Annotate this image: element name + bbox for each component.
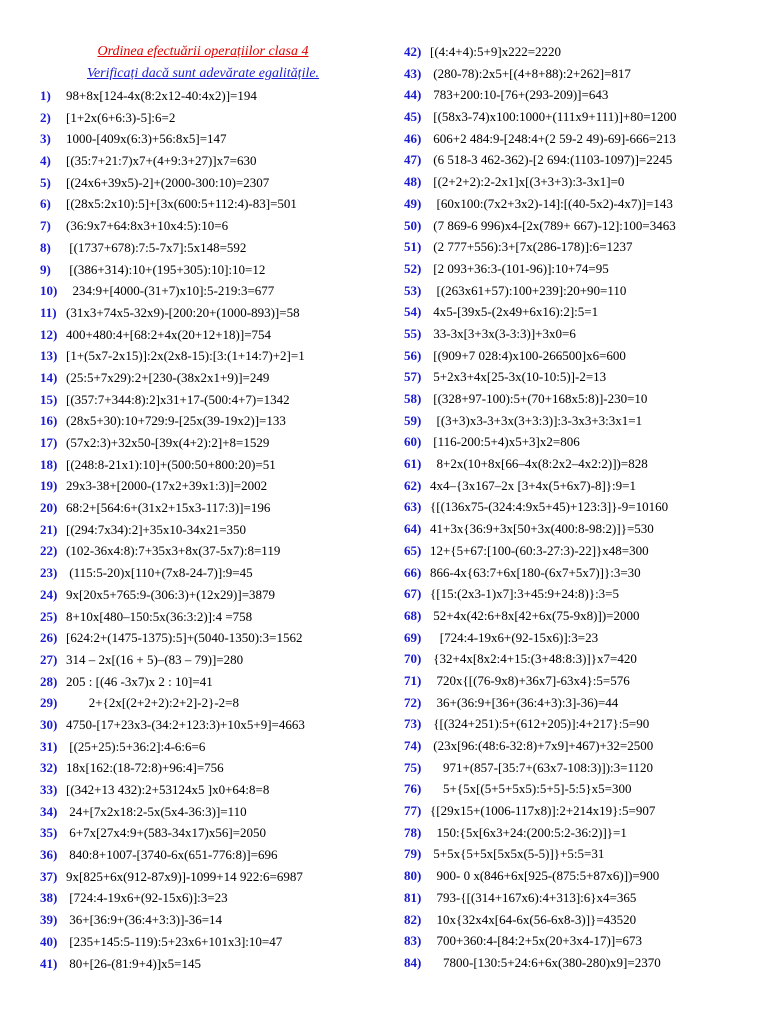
exercise-number: 31) (40, 738, 58, 754)
exercise-row (40, 367, 385, 389)
exercise-number: 10) (40, 283, 58, 299)
exercise-row (404, 410, 766, 432)
exercise-expression: 793-{[(314+167x6):4+313]:6}x4=365 (430, 889, 637, 905)
exercise-number: 49) (404, 195, 422, 211)
exercise-row (404, 280, 766, 302)
exercise-row (40, 627, 385, 649)
exercise-row (40, 172, 385, 194)
exercise-number: 60) (404, 434, 422, 450)
exercise-expression: {[(324+251):5+(612+205)]:4+217}:5=90 (430, 716, 650, 732)
exercise-expression: 8+10x[480–150:5x(36:3:2)]:4 =758 (66, 608, 253, 624)
worksheet-title: Ordinea efectuării operațiilor clasa 4 (97, 44, 309, 59)
exercise-number: 20) (40, 500, 58, 516)
exercise-number: 70) (404, 651, 422, 667)
exercise-number: 24) (40, 586, 58, 602)
exercise-row (404, 215, 766, 237)
exercise-number: 38) (40, 890, 58, 906)
exercise-number: 28) (40, 673, 58, 689)
worksheet-subtitle: Verificați dacă sunt adevărate egalitățile. (86, 66, 320, 81)
exercise-expression: 80+[26-(81:9+4)]x5=145 (66, 955, 202, 971)
exercise-number: 53) (404, 282, 422, 298)
exercise-expression: 314 – 2x[(16 + 5)–(83 – 79)]=280 (66, 651, 244, 667)
exercise-row (404, 800, 766, 822)
exercise-row (404, 713, 766, 735)
exercise-number: 80) (404, 868, 422, 884)
exercise-expression: {32+4x[8x2:4+15:(3+48:8:3)]}x7=420 (430, 651, 637, 667)
exercise-row (404, 106, 766, 128)
exercise-expression: (25:5+7x29):2+[230-(38x2x1+9)]=249 (66, 369, 270, 385)
exercise-column-left (40, 85, 385, 974)
exercise-expression: [116-200:5+4)x5+3]x2=806 (430, 434, 580, 450)
exercise-number: 72) (404, 694, 422, 710)
exercise-expression: [(294:7x34):2]+35x10-34x21=350 (66, 521, 247, 537)
exercise-number: 82) (404, 911, 422, 927)
exercise-expression: 1000-[409x(6:3)+56:8x5]=147 (66, 131, 227, 147)
exercise-number: 71) (404, 672, 422, 688)
exercise-number: 9) (40, 261, 51, 277)
exercise-number: 56) (404, 347, 422, 363)
exercise-row (40, 345, 385, 367)
exercise-expression: [235+145:5-119):5+23x6+101x3]:10=47 (66, 933, 283, 949)
exercise-row (40, 259, 385, 281)
exercise-number: 8) (40, 239, 51, 255)
exercise-row (404, 757, 766, 779)
exercise-row (404, 865, 766, 887)
exercise-number: 6) (40, 196, 51, 212)
exercise-expression: 783+200:10-[76+(293-209)]=643 (430, 87, 609, 103)
exercise-expression: 840:8+1007-[3740-6x(651-776:8)]=696 (66, 847, 278, 863)
exercise-number: 45) (404, 109, 422, 125)
exercise-row (40, 85, 385, 107)
exercise-expression: 5+{5x[(5+5+5x5):5+5]-5:5}x5=300 (430, 781, 632, 797)
exercise-expression: [(248:8-21x1):10]+(500:50+800:20)=51 (66, 456, 276, 472)
exercise-row (40, 931, 385, 953)
exercise-row (40, 128, 385, 150)
exercise-expression: 10x{32x4x[64-6x(56-6x8-3)]}=43520 (430, 911, 637, 927)
exercise-expression: 52+4x(42:6+8x[42+6x(75-9x8)])=2000 (430, 607, 640, 623)
exercise-expression: [(1737+678):7:5-7x7]:5x148=592 (66, 239, 247, 255)
exercise-row (40, 866, 385, 888)
exercise-expression: 33-3x[3+3x(3-3:3)]+3x0=6 (430, 325, 576, 341)
exercise-row (40, 497, 385, 519)
exercise-expression: [(58x3-74)x100:1000+(111x9+111)]+80=1200 (430, 109, 677, 125)
exercise-number: 65) (404, 542, 422, 558)
exercise-expression: 29x3-38+[2000-(17x2+39x1:3)]=2002 (66, 478, 268, 494)
exercise-expression: (28x5+30):10+729:9-[25x(39-19x2)]=133 (66, 413, 286, 429)
exercise-row (40, 649, 385, 671)
exercise-expression: [1+(5x7-2x15)]:2x(2x8-15):[3:(1+14:7)+2]=1 (66, 348, 305, 364)
exercise-number: 37) (40, 868, 58, 884)
exercise-expression: [(263x61+57):100+239]:20+90=110 (430, 282, 627, 298)
exercise-row (40, 909, 385, 931)
exercise-number: 83) (404, 933, 422, 949)
exercise-row (404, 301, 766, 323)
exercise-expression: (280-78):2x5+[(4+8+88):2+262]=817 (430, 65, 631, 81)
exercise-expression: [1+2x(6+6:3)-5]:6=2 (66, 109, 176, 125)
exercise-expression: [724:4-19x6+(92-15x6)]:3=23 (66, 890, 228, 906)
exercise-number: 77) (404, 803, 422, 819)
exercise-row (40, 779, 385, 801)
exercise-expression: (31x3+74x5-32x9)-[200:20+(1000-893)]=58 (66, 304, 300, 320)
exercise-number: 68) (404, 607, 422, 623)
exercise-number: 73) (404, 716, 422, 732)
exercise-number: 16) (40, 413, 58, 429)
exercise-row (404, 63, 766, 85)
exercise-number: 21) (40, 521, 58, 537)
exercise-expression: {[29x15+(1006-117x8)]:2+214x19}:5=907 (430, 803, 656, 819)
exercise-row (40, 540, 385, 562)
exercise-row (404, 84, 766, 106)
exercise-expression: [(4:4+4):5+9]x222=2220 (430, 44, 562, 59)
exercise-number: 15) (40, 391, 58, 407)
exercise-expression: 900- 0 x(846+6x[925-(875:5+87x6)])=900 (430, 868, 660, 884)
exercise-number: 35) (40, 825, 58, 841)
exercise-number: 57) (404, 369, 422, 385)
exercise-expression: 6+7x[27x4:9+(583-34x17)x56]=2050 (66, 825, 267, 841)
exercise-number: 79) (404, 846, 422, 862)
exercise-number: 36) (40, 847, 58, 863)
exercise-expression: 606+2 484:9-[248:4+(2 59-2 49)-69]-666=213 (430, 130, 676, 146)
exercise-number: 17) (40, 435, 58, 450)
exercise-row (404, 735, 766, 757)
exercise-expression: [(25+25):5+36:2]:4-6:6=6 (66, 738, 206, 754)
exercise-number: 25) (40, 608, 58, 624)
exercise-expression: 400+480:4+[68:2+4x(20+12+18)]=754 (66, 326, 272, 342)
exercise-expression: 700+360:4-[84:2+5x(20+3x4-17)]=673 (430, 933, 643, 949)
exercise-expression: 720x{[(76-9x8)+36x7]-63x4}:5=576 (430, 672, 630, 688)
exercise-row (404, 648, 766, 670)
exercise-number: 76) (404, 781, 422, 797)
exercise-row (404, 128, 766, 150)
exercise-row (40, 736, 385, 758)
exercise-number: 51) (404, 239, 422, 255)
exercise-number: 54) (404, 304, 422, 320)
exercise-number: 26) (40, 630, 58, 646)
exercise-row (404, 149, 766, 171)
exercise-number: 58) (404, 391, 422, 406)
exercise-expression: 9x[825+6x(912-87x9)]-1099+14 922:6=6987 (66, 868, 303, 884)
exercise-number: 33) (40, 782, 58, 797)
exercise-row (40, 475, 385, 497)
exercise-row (40, 454, 385, 476)
exercise-number: 22) (40, 543, 58, 559)
exercise-expression: [624:2+(1475-1375):5]+(5040-1350):3=1562 (66, 630, 303, 646)
exercise-expression: [(28x5:2x10):5]+[3x(600:5+112:4)-83]=501 (66, 196, 297, 212)
exercise-row (40, 887, 385, 909)
exercise-number: 5) (40, 174, 51, 190)
exercise-row (404, 323, 766, 345)
exercise-number: 50) (404, 217, 422, 233)
exercise-number: 67) (404, 586, 422, 602)
exercise-number: 2) (40, 109, 51, 125)
exercise-number: 27) (40, 651, 58, 667)
exercise-row (404, 692, 766, 714)
exercise-number: 7) (40, 218, 51, 234)
exercise-number: 47) (404, 152, 422, 168)
exercise-expression: 5+2x3+4x[25-3x(10-10:5)]-2=13 (430, 369, 607, 385)
exercise-row (404, 670, 766, 692)
exercise-number: 69) (404, 629, 422, 645)
exercise-row (404, 345, 766, 367)
exercise-expression: 68:2+[564:6+(31x2+15x3-117:3)]=196 (66, 500, 271, 516)
exercise-number: 63) (404, 499, 422, 515)
exercise-expression: (57x2:3)+32x50-[39x(4+2):2]+8=1529 (66, 435, 270, 450)
exercise-number: 59) (404, 412, 422, 428)
exercise-row (404, 583, 766, 605)
exercise-number: 64) (404, 521, 422, 537)
exercise-row (404, 843, 766, 865)
exercise-number: 1) (40, 88, 51, 103)
exercise-row (40, 519, 385, 541)
exercise-expression: 2+{2x[(2+2+2):2+2]-2}-2=8 (66, 695, 239, 711)
exercise-expression: 9x[20x5+765:9-(306:3)+(12x29)]=3879 (66, 586, 276, 602)
exercise-expression: 866-4x{63:7+6x[180-(6x7+5x7)]}:3=30 (430, 564, 641, 580)
exercise-expression: 24+[7x2x18:2-5x(5x4-36:3)]=110 (66, 803, 247, 819)
exercise-expression: [(24x6+39x5)-2]+(2000-300:10)=2307 (66, 174, 270, 190)
exercise-number: 44) (404, 87, 422, 103)
exercise-row (40, 215, 385, 237)
exercise-expression: 12+{5+67:[100-(60:3-27:3)-22]}x48=300 (430, 542, 649, 558)
exercise-row (404, 952, 766, 974)
exercise-row (404, 496, 766, 518)
exercise-number: 30) (40, 716, 58, 732)
exercise-row (40, 432, 385, 454)
exercise-expression: (115:5-20)x[110+(7x8-24-7)]:9=45 (66, 565, 253, 581)
exercise-expression: [(386+314):10+(195+305):10]:10=12 (66, 261, 266, 277)
exercise-row (404, 431, 766, 453)
exercise-row (404, 605, 766, 627)
exercise-expression: 4x4–{3x167–2x [3+4x(5+6x7)-8]}:9=1 (430, 477, 636, 493)
exercise-number: 52) (404, 260, 422, 276)
exercise-expression: 36+[36:9+(36:4+3:3)]-36=14 (66, 912, 223, 928)
exercise-row (40, 584, 385, 606)
exercise-row (404, 887, 766, 909)
exercise-number: 42) (404, 44, 422, 59)
exercise-expression: 4x5-[39x5-(2x49+6x16):2]:5=1 (430, 304, 599, 320)
exercise-number: 11) (40, 304, 57, 320)
exercise-expression: 7800-[130:5+24:6+6x(380-280)x9]=2370 (430, 954, 661, 970)
exercise-expression: [(357:7+344:8):2]x31+17-(500:4+7)=1342 (66, 391, 290, 407)
exercise-row (40, 193, 385, 215)
exercise-expression: 234:9+[4000-(31+7)x10]:5-219:3=677 (66, 283, 275, 299)
exercise-row (40, 822, 385, 844)
exercise-row (40, 280, 385, 302)
exercise-expression: {[(136x75-(324:4:9x5+45)+123:3]}-9=10160 (430, 499, 669, 515)
exercise-expression: 18x[162:(18-72:8)+96:4]=756 (66, 760, 224, 776)
exercise-expression: [(328+97-100):5+(70+168x5:8)]-230=10 (430, 391, 648, 406)
exercise-row (404, 930, 766, 952)
exercise-expression: 205 : [(46 -3x7)x 2 : 10]=41 (66, 673, 213, 689)
exercise-row (404, 540, 766, 562)
exercise-expression: 5+5x{5+5x[5x5x(5-5)]}+5:5=31 (430, 846, 605, 862)
exercise-row (40, 150, 385, 172)
exercise-number: 74) (404, 738, 422, 753)
exercise-number: 29) (40, 695, 58, 711)
exercise-number: 12) (40, 326, 58, 342)
exercise-row (40, 671, 385, 693)
exercise-expression: 41+3x{36:9+3x[50+3x(400:8-98:2)]}=530 (430, 521, 654, 537)
exercise-number: 75) (404, 759, 422, 775)
exercise-number: 66) (404, 564, 422, 580)
exercise-row (40, 389, 385, 411)
exercise-number: 78) (404, 824, 422, 840)
exercise-number: 84) (404, 954, 422, 970)
exercise-expression: (102-36x4:8):7+35x3+8x(37-5x7):8=119 (66, 543, 281, 559)
exercise-number: 34) (40, 803, 58, 819)
exercise-row (40, 107, 385, 129)
exercise-row (40, 801, 385, 823)
exercise-expression: (2 777+556):3+[7x(286-178)]:6=1237 (430, 239, 633, 255)
exercise-row (404, 909, 766, 931)
exercise-expression: [(342+13 432):2+53124x5 ]x0+64:8=8 (66, 782, 270, 797)
exercise-number: 4) (40, 153, 51, 169)
exercise-number: 62) (404, 477, 422, 493)
exercise-expression: 36+(36:9+[36+(36:4+3):3]-36)=44 (430, 694, 619, 710)
exercise-row (404, 171, 766, 193)
exercise-expression: (6 518-3 462-362)-[2 694:(1103-1097)]=2245 (430, 152, 673, 168)
exercise-column-right (404, 41, 766, 974)
exercise-row (404, 778, 766, 800)
exercise-row (404, 453, 766, 475)
exercise-row (404, 822, 766, 844)
exercise-number: 13) (40, 348, 58, 364)
exercise-number: 14) (40, 369, 58, 385)
exercise-expression: 971+(857-[35:7+(63x7-108:3)]):3=1120 (430, 759, 653, 775)
exercise-expression: [(35:7+21:7)x7+(4+9:3+27)]x7=630 (66, 153, 257, 169)
exercise-row (404, 475, 766, 497)
exercise-row (40, 302, 385, 324)
exercise-number: 32) (40, 760, 58, 776)
exercise-number: 39) (40, 912, 58, 928)
exercise-row (40, 410, 385, 432)
exercise-row (40, 844, 385, 866)
exercise-number: 40) (40, 933, 58, 949)
exercise-row (40, 237, 385, 259)
exercise-row (404, 388, 766, 410)
exercise-row (404, 562, 766, 584)
exercise-number: 23) (40, 565, 58, 581)
exercise-expression: (7 869-6 996)x4-[2x(789+ 667)-12]:100=3463 (430, 217, 676, 233)
exercise-expression: 150:{5x[6x3+24:(200:5:2-36:2)]}=1 (430, 824, 627, 840)
exercise-number: 41) (40, 955, 58, 971)
exercise-number: 48) (404, 174, 422, 190)
exercise-expression: 4750-[17+23x3-(34:2+123:3)+10x5+9]=4663 (66, 716, 305, 732)
exercise-expression: 8+2x(10+8x[66–4x(8:2x2–4x2:2)])=828 (430, 456, 648, 472)
exercise-number: 43) (404, 65, 422, 81)
exercise-number: 46) (404, 130, 422, 146)
exercise-expression: (23x[96:(48:6-32:8)+7x9]+467)+32=2500 (430, 738, 654, 753)
exercise-row (40, 953, 385, 975)
exercise-expression: [(3+3)x3-3+3x(3+3:3)]:3-3x3+3:3x1=1 (430, 412, 643, 428)
exercise-row (404, 193, 766, 215)
exercise-expression: [60x100:(7x2+3x2)-14]:[(40-5x2)-4x7)]=143 (430, 195, 673, 211)
exercise-expression: [(2+2+2):2-2x1]x[(3+3+3):3-3x1]=0 (430, 174, 625, 190)
exercise-number: 19) (40, 478, 58, 494)
exercise-row (404, 518, 766, 540)
exercise-number: 81) (404, 889, 422, 905)
exercise-expression: (36:9x7+64:8x3+10x4:5):10=6 (66, 218, 229, 234)
exercise-number: 3) (40, 131, 51, 147)
exercise-row (40, 324, 385, 346)
exercise-expression: {[15:(2x3-1)x7]:3+45:9+24:8)}:3=5 (430, 586, 620, 602)
exercise-number: 55) (404, 325, 422, 341)
exercise-row (404, 627, 766, 649)
exercise-row (40, 714, 385, 736)
exercise-expression: [(909+7 028:4)x100-266500]x6=600 (430, 347, 626, 363)
exercise-row (40, 562, 385, 584)
exercise-number: 61) (404, 456, 422, 472)
exercise-expression: [724:4-19x6+(92-15x6)]:3=23 (430, 629, 599, 645)
exercise-expression: 98+8x[124-4x(8:2x12-40:4x2)]=194 (66, 88, 257, 103)
exercise-row (40, 692, 385, 714)
exercise-row (40, 757, 385, 779)
exercise-row (404, 366, 766, 388)
exercise-row (404, 258, 766, 280)
exercise-row (404, 236, 766, 258)
exercise-row (404, 41, 766, 63)
exercise-number: 18) (40, 456, 58, 472)
exercise-expression: [2 093+36:3-(101-96)]:10+74=95 (430, 260, 609, 276)
exercise-row (40, 606, 385, 628)
